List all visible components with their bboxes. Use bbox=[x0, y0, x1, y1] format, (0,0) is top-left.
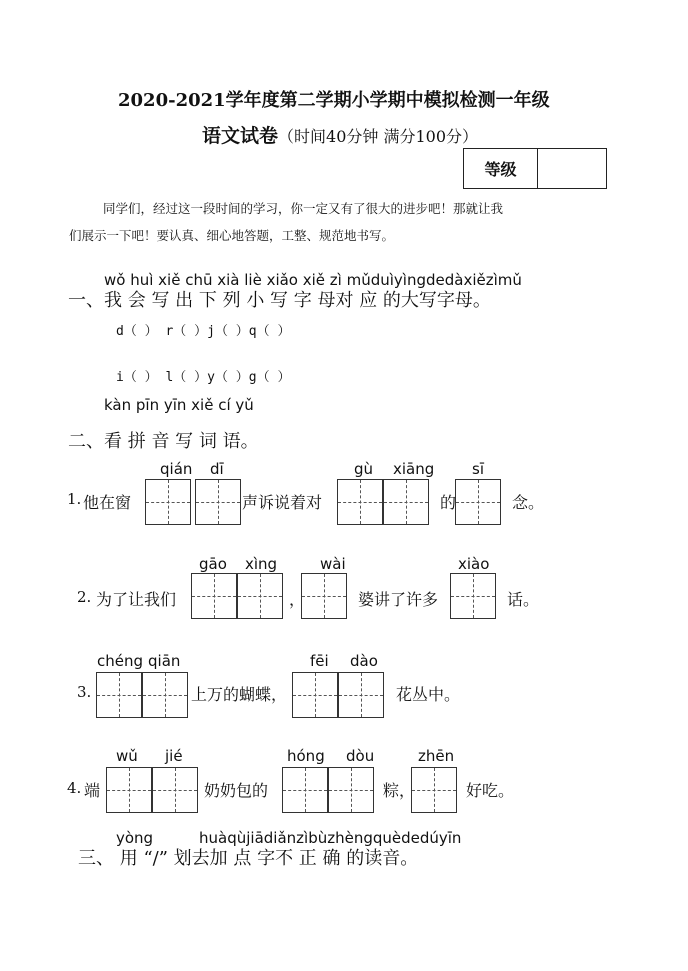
q3-text-mid1: 上万的蝴蝶， bbox=[191, 685, 288, 704]
answer-grid-box[interactable] bbox=[106, 767, 152, 813]
page-title: 2020-2021学年度第二学期小学期中模拟检测一年级 bbox=[118, 90, 550, 111]
q3-text-end: 花丛中。 bbox=[396, 685, 461, 704]
q3-pinyin-1b: qiān bbox=[148, 652, 181, 670]
q2-pinyin-3: xiào bbox=[458, 555, 490, 573]
q4-pinyin-2b: dòu bbox=[346, 747, 375, 765]
section1-heading: 一、我 会 写 出 下 列 小 写 字 母对 应 的大写字母。 bbox=[68, 290, 491, 311]
page-subtitle bbox=[202, 121, 478, 148]
answer-grid-box[interactable] bbox=[301, 573, 347, 619]
answer-grid-box[interactable] bbox=[292, 672, 338, 718]
q3-pinyin-1a: chéng bbox=[97, 652, 144, 670]
grade-box bbox=[463, 148, 607, 189]
q4-text-pre: 端 bbox=[84, 781, 101, 800]
q1-pinyin-1a: qián bbox=[160, 460, 193, 478]
q3-pinyin-2a: fēi bbox=[310, 652, 329, 670]
section3-pinyin-a: yòng bbox=[116, 829, 154, 847]
q4-text-end: 好吃。 bbox=[466, 781, 515, 800]
answer-grid-box[interactable] bbox=[195, 479, 241, 525]
section1-pinyin: wǒ huì xiě chū xià liè xiǎo xiě zì mǔduìyìngdedàxiězìmǔ bbox=[104, 271, 522, 289]
q4-text-mid1: 奶奶包的 bbox=[204, 781, 269, 800]
intro-line-1: 同学们，经过这一段时间的学习，你一定又有了很大的进步吧！那就让我 bbox=[103, 201, 504, 216]
q3-pinyin-2b: dào bbox=[350, 652, 378, 670]
section1-row-1: d（ ） r（ ）j（ ）q（ ） bbox=[116, 324, 291, 339]
q4-text-mid2: 粽， bbox=[383, 781, 416, 800]
q2-text-mid1: ， bbox=[289, 590, 306, 609]
answer-grid-box[interactable] bbox=[411, 767, 457, 813]
q4-pinyin-3: zhēn bbox=[418, 747, 455, 765]
q2-text-mid2: 婆讲了许多 bbox=[358, 590, 439, 609]
answer-grid-box[interactable] bbox=[237, 573, 283, 619]
q2-pinyin-1b: xìng bbox=[245, 555, 278, 573]
answer-grid-box[interactable] bbox=[96, 672, 142, 718]
answer-grid-box[interactable] bbox=[282, 767, 328, 813]
section2-pinyin: kàn pīn yīn xiě cí yǔ bbox=[104, 396, 254, 414]
answer-grid-box[interactable] bbox=[450, 573, 496, 619]
grade-label: 等级 bbox=[464, 149, 538, 188]
subtitle-note: （时间40分钟 满分100分） bbox=[278, 127, 479, 146]
q1-text-end: 念。 bbox=[512, 493, 545, 512]
q1-text-mid2: 的 bbox=[440, 493, 457, 512]
q3-number: 3. bbox=[77, 683, 92, 701]
intro-line-2: 们展示一下吧！要认真、细心地答题，工整、规范地书写。 bbox=[69, 228, 395, 243]
q2-pinyin-2: wài bbox=[320, 555, 346, 573]
q1-pinyin-3: sī bbox=[472, 460, 484, 478]
section1-row-2: i（ ） l（ ）y（ ）g（ ） bbox=[116, 370, 291, 385]
q4-pinyin-2a: hóng bbox=[287, 747, 325, 765]
q2-pinyin-1a: gāo bbox=[199, 555, 227, 573]
answer-grid-box[interactable] bbox=[338, 672, 384, 718]
q2-number: 2. bbox=[77, 588, 92, 606]
q4-pinyin-1a: wǔ bbox=[116, 747, 138, 765]
q2-text-pre: 为了让我们 bbox=[96, 590, 177, 609]
q1-pinyin-2b: xiāng bbox=[393, 460, 435, 478]
q1-number: 1. bbox=[67, 490, 82, 508]
answer-grid-box[interactable] bbox=[383, 479, 429, 525]
section2-heading: 二、看 拼 音 写 词 语。 bbox=[68, 431, 259, 452]
answer-grid-box[interactable] bbox=[142, 672, 188, 718]
q4-pinyin-1b: jié bbox=[165, 747, 183, 765]
section3-pinyin-b: huàqùjiādiǎnzìbùzhèngquèdedúyīn bbox=[199, 829, 462, 847]
subtitle-main: 语文试卷 bbox=[202, 125, 279, 147]
q1-text-mid1: 声诉说着对 bbox=[242, 493, 323, 512]
q2-text-end: 话。 bbox=[507, 590, 540, 609]
answer-grid-box[interactable] bbox=[337, 479, 383, 525]
answer-grid-box[interactable] bbox=[455, 479, 501, 525]
answer-grid-box[interactable] bbox=[152, 767, 198, 813]
answer-grid-box[interactable] bbox=[145, 479, 191, 525]
q1-text-pre: 他在窗 bbox=[83, 493, 132, 512]
answer-grid-box[interactable] bbox=[191, 573, 237, 619]
answer-grid-box[interactable] bbox=[328, 767, 374, 813]
q1-pinyin-1b: dī bbox=[210, 460, 224, 478]
q4-number: 4. bbox=[67, 779, 82, 797]
q1-pinyin-2a: gù bbox=[354, 460, 374, 478]
section3-heading: 三、 用 “/” 划去加 点 字不 正 确 的读音。 bbox=[78, 848, 419, 869]
